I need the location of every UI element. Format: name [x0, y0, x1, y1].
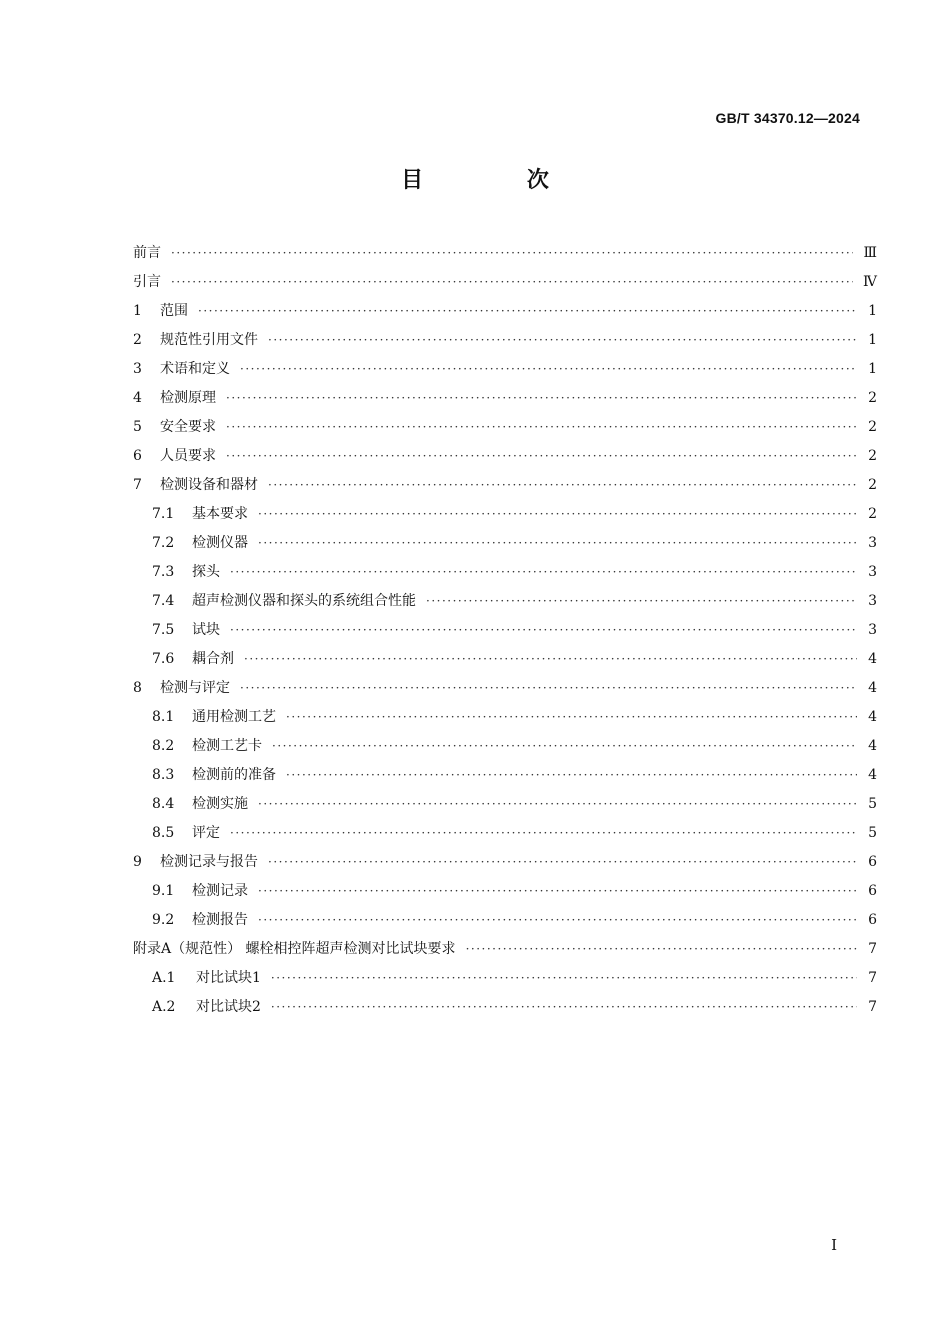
toc-entry-label: 检测仪器	[192, 535, 248, 551]
toc-entry[interactable]	[133, 993, 877, 1022]
page-number: I	[831, 1236, 837, 1254]
toc-entry-page: 6	[868, 912, 877, 928]
toc-entry-label: 检测原理	[160, 390, 216, 406]
toc-entry-label: 检测工艺卡	[192, 738, 262, 754]
toc-entry-label: 检测前的准备	[192, 767, 276, 783]
toc-entry-label: 规范性引用文件	[160, 332, 258, 348]
toc-entry[interactable]	[133, 587, 877, 616]
toc-entry[interactable]	[133, 877, 877, 906]
toc-entry[interactable]	[133, 906, 877, 935]
toc-entry-page: 2	[868, 419, 877, 435]
toc-entry[interactable]	[133, 384, 877, 413]
toc-entry-label: 前言	[133, 245, 161, 261]
toc-entry-page: 4	[868, 767, 877, 783]
toc-leader-dots	[240, 674, 857, 703]
toc-entry-page: Ⅲ	[863, 245, 877, 261]
toc-entry-label: 试块	[192, 622, 220, 638]
toc-entry-label: 对比试块1	[196, 970, 261, 986]
toc-entry-number: A.1	[152, 970, 176, 986]
toc-entry-page: 1	[868, 361, 877, 377]
toc-leader-dots	[230, 558, 857, 587]
toc-entry-label: 检测记录	[192, 883, 248, 899]
toc-entry[interactable]	[133, 935, 877, 964]
toc-entry-number: 8.4	[152, 796, 175, 812]
toc-leader-dots	[268, 326, 857, 355]
toc-entry-page: 1	[868, 303, 877, 319]
toc-entry-label: 检测记录与报告	[160, 854, 258, 870]
toc-leader-dots	[271, 993, 857, 1022]
toc-leader-dots	[171, 268, 853, 297]
toc-entry[interactable]	[133, 471, 877, 500]
toc-entry[interactable]	[133, 297, 877, 326]
toc-entry-number: 6	[133, 448, 142, 464]
toc-entry[interactable]	[133, 529, 877, 558]
toc-entry-page: 2	[868, 448, 877, 464]
toc-leader-dots	[171, 239, 853, 268]
toc-entry-page: 7	[868, 941, 877, 957]
toc-entry-page: 2	[868, 390, 877, 406]
toc-leader-dots	[244, 645, 857, 674]
toc-leader-dots	[271, 964, 857, 993]
toc-entry-page: 4	[868, 738, 877, 754]
toc-leader-dots	[258, 500, 857, 529]
toc-entry-number: 9	[133, 854, 142, 870]
toc-entry-page: 2	[868, 506, 877, 522]
toc-entry-page: 4	[868, 709, 877, 725]
toc-entry-number: 1	[133, 303, 142, 319]
toc-entry-page: 1	[868, 332, 877, 348]
toc-entry[interactable]	[133, 703, 877, 732]
toc-entry[interactable]	[133, 355, 877, 384]
toc-entry-number: 7.4	[152, 593, 175, 609]
toc-leader-dots	[226, 413, 857, 442]
toc-entry[interactable]	[133, 645, 877, 674]
toc-entry[interactable]	[133, 500, 877, 529]
toc-entry-page: 2	[868, 477, 877, 493]
toc-entry-label: 术语和定义	[160, 361, 230, 377]
toc-entry[interactable]	[133, 732, 877, 761]
toc-entry-label: 对比试块2	[196, 999, 261, 1015]
toc-entry-page: 6	[868, 854, 877, 870]
toc-entry[interactable]	[133, 964, 877, 993]
toc-leader-dots	[286, 703, 857, 732]
toc-leader-dots	[230, 819, 857, 848]
toc-entry[interactable]	[133, 616, 877, 645]
toc-entry[interactable]	[133, 413, 877, 442]
toc-entry-page: 3	[868, 564, 877, 580]
toc-entry-label: 耦合剂	[192, 651, 234, 667]
toc-entry[interactable]	[133, 848, 877, 877]
toc-leader-dots	[268, 848, 857, 877]
toc-entry[interactable]	[133, 790, 877, 819]
toc-entry-number: 9.2	[152, 912, 175, 928]
toc-leader-dots	[466, 935, 857, 964]
toc-entry-number: 7.5	[152, 622, 175, 638]
toc-entry-number: 8.1	[152, 709, 175, 725]
toc-entry-page: Ⅳ	[863, 274, 877, 290]
toc-leader-dots	[258, 877, 857, 906]
toc-entry-page: 3	[868, 622, 877, 638]
toc-entry-label: 基本要求	[192, 506, 248, 522]
standard-code: GB/T 34370.12—2024	[715, 110, 860, 126]
page-title: 目 次	[401, 168, 597, 193]
toc-leader-dots	[426, 587, 857, 616]
toc-leader-dots	[230, 616, 857, 645]
toc-entry-page: 7	[868, 970, 877, 986]
toc-entry-label: 超声检测仪器和探头的系统组合性能	[192, 593, 416, 609]
toc-entry-number: 3	[133, 361, 142, 377]
toc-entry-label: 检测与评定	[160, 680, 230, 696]
toc-entry-number: 7.1	[152, 506, 175, 522]
toc-entry-label: 引言	[133, 274, 161, 290]
toc-entry-page: 3	[868, 535, 877, 551]
toc-leader-dots	[268, 471, 857, 500]
toc-leader-dots	[198, 297, 857, 326]
toc-entry-label: 人员要求	[160, 448, 216, 464]
toc-entry-number: 7.3	[152, 564, 175, 580]
toc-entry-label: 范围	[160, 303, 188, 319]
toc-entry-page: 7	[868, 999, 877, 1015]
toc-entry[interactable]	[133, 268, 877, 297]
toc-entry[interactable]	[133, 442, 877, 471]
toc-entry[interactable]	[133, 761, 877, 790]
toc-leader-dots	[258, 790, 857, 819]
toc-entry-label: 检测设备和器材	[160, 477, 258, 493]
toc-leader-dots	[258, 906, 857, 935]
toc-entry-number: 9.1	[152, 883, 175, 899]
toc-entry-label: 检测报告	[192, 912, 248, 928]
toc-entry-number: 8	[133, 680, 142, 696]
toc-entry-label: 探头	[192, 564, 220, 580]
toc-entry-page: 6	[868, 883, 877, 899]
toc-entry-number: 8.3	[152, 767, 175, 783]
toc-entry[interactable]	[133, 674, 877, 703]
toc-entry-label: 安全要求	[160, 419, 216, 435]
toc-entry-number: 8.5	[152, 825, 175, 841]
toc-entry-number: 2	[133, 332, 142, 348]
toc-leader-dots	[258, 529, 857, 558]
toc-entry-label: 检测实施	[192, 796, 248, 812]
toc-entry-number: 7.2	[152, 535, 175, 551]
toc-entry-page: 5	[868, 825, 877, 841]
toc-entry-number: 7.6	[152, 651, 175, 667]
toc-entry-label: 评定	[192, 825, 220, 841]
toc-entry[interactable]	[133, 558, 877, 587]
toc-entry-page: 5	[868, 796, 877, 812]
toc-leader-dots	[286, 761, 857, 790]
toc-leader-dots	[272, 732, 857, 761]
toc-leader-dots	[226, 442, 857, 471]
toc-entry-number: A.2	[152, 999, 176, 1015]
toc-leader-dots	[226, 384, 857, 413]
toc-entry-label: 附录A（规范性） 螺栓相控阵超声检测对比试块要求	[133, 941, 456, 957]
toc-entry-number: 5	[133, 419, 142, 435]
toc-entry[interactable]	[133, 326, 877, 355]
toc-entry-page: 4	[868, 680, 877, 696]
toc-entry-number: 4	[133, 390, 142, 406]
table-of-contents	[133, 239, 877, 1022]
toc-leader-dots	[240, 355, 857, 384]
toc-entry-number: 7	[133, 477, 142, 493]
toc-entry[interactable]	[133, 819, 877, 848]
toc-entry-page: 3	[868, 593, 877, 609]
toc-entry-page: 4	[868, 651, 877, 667]
toc-entry-label: 通用检测工艺	[192, 709, 276, 725]
toc-entry-number: 8.2	[152, 738, 175, 754]
toc-entry[interactable]	[133, 239, 877, 268]
